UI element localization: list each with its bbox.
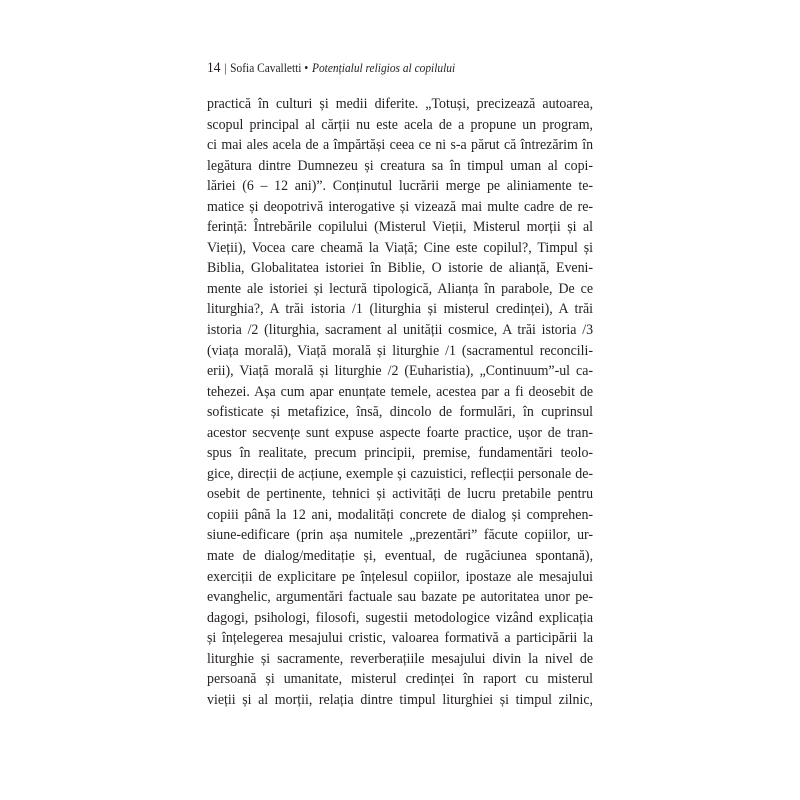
text-line: liturghia?, A trăi istoria /1 (liturghia și misterul credinței), A trăi (207, 301, 594, 318)
text-line: (viața morală), Viață morală și liturghie /1 (sacramentul reconcili- (207, 342, 594, 359)
text-line: liturghie și sacramente, reverberațiile mesajului divin la nivel de (207, 650, 594, 667)
text-line: evanghelic, argumentări factuale sau bazate pe autoritatea unor pe- (207, 589, 594, 606)
text-line: mate de dialog/meditație și, eventual, de rugăciunea spontană), (207, 548, 594, 565)
book-title: Potențialul religios al copilului (311, 61, 456, 75)
text-line: tehezei. Așa cum apar enunțate temele, acestea par a fi deosebit de (207, 383, 594, 400)
text-line: acestor secvențe sunt expuse aspecte foarte practice, ușor de tran- (207, 424, 594, 441)
text-line: siune-edificare (prin așa numitele „prezentări” făcute copiilor, ur- (207, 527, 594, 544)
text-line: persoană și umanitate, misterul credinței în raport cu misterul (207, 671, 594, 688)
text-line: sofisticate și metafizice, însă, dincolo de formulări, în cuprinsul (207, 404, 594, 421)
text-line: scopul principal al cărții nu este acela de a propune un program, (207, 116, 594, 133)
text-line: mente ale istoriei și lectură tipologică, Alianța în parabole, De ce (207, 280, 594, 297)
page-number: 14 (207, 60, 221, 76)
text-line: vieții și al morții, relația dintre timpul liturghiei și timpul zilnic, (207, 691, 594, 708)
text-line: matice și deopotrivă interogative și vizează mai multe cadre de re- (207, 198, 594, 215)
text-line: Biblia, Globalitatea istoriei în Biblie, O istorie de alianță, Eveni- (207, 260, 594, 277)
book-page (207, 0, 593, 800)
body-text (207, 94, 593, 710)
text-line: legătura dintre Dumnezeu și creatura sa în timpul uman al copi- (207, 157, 594, 174)
text-line: exerciții de explicitare pe înțelesul copiilor, ipostaze ale mesajului (207, 568, 594, 585)
text-line: erii), Viață morală și liturghie /2 (Euharistia), „Continuum”-ul ca- (207, 363, 594, 380)
text-line: și înțelegerea mesajului cristic, valoarea formativă a participării la (207, 630, 594, 647)
text-line: copiii până la 12 ani, modalități concrete de dialog și comprehen- (207, 506, 594, 523)
text-line: dagogi, psihologi, filosofi, sugestii metodologice vizând explicația (207, 609, 594, 626)
text-line: Vieții), Vocea care cheamă la Viață; Cine este copilul?, Timpul și (207, 239, 594, 256)
page-header (207, 59, 455, 77)
text-line: osebit de pertinente, tehnici și activități de lucru pretabile pentru (207, 486, 594, 503)
text-line: ferință: Întrebările copilului (Misterul Vieții, Misterul morții și al (207, 219, 594, 236)
text-line: spus în realitate, precum principii, premise, fundamentări teolo- (207, 445, 594, 462)
text-line: lăriei (6 – 12 ani)”. Conținutul lucrării merge pe aliniamente te- (207, 178, 594, 195)
text-line: istoria /2 (liturghia, sacrament al unității cosmice, A trăi istoria /3 (207, 322, 594, 339)
text-line: practică în culturi și medii diferite. „Totuși, precizează autoarea, (207, 96, 594, 112)
text-line: gice, direcții de acțiune, exemple și cazuistici, reflecții personale de- (207, 465, 594, 482)
header-separator: | (224, 61, 227, 75)
header-bullet: • (304, 61, 309, 75)
author-name: Sofia Cavalletti (230, 61, 302, 75)
text-line: ci mai ales acela de a împărtăși ceea ce ni s-a părut că întrezărim în (207, 137, 594, 154)
